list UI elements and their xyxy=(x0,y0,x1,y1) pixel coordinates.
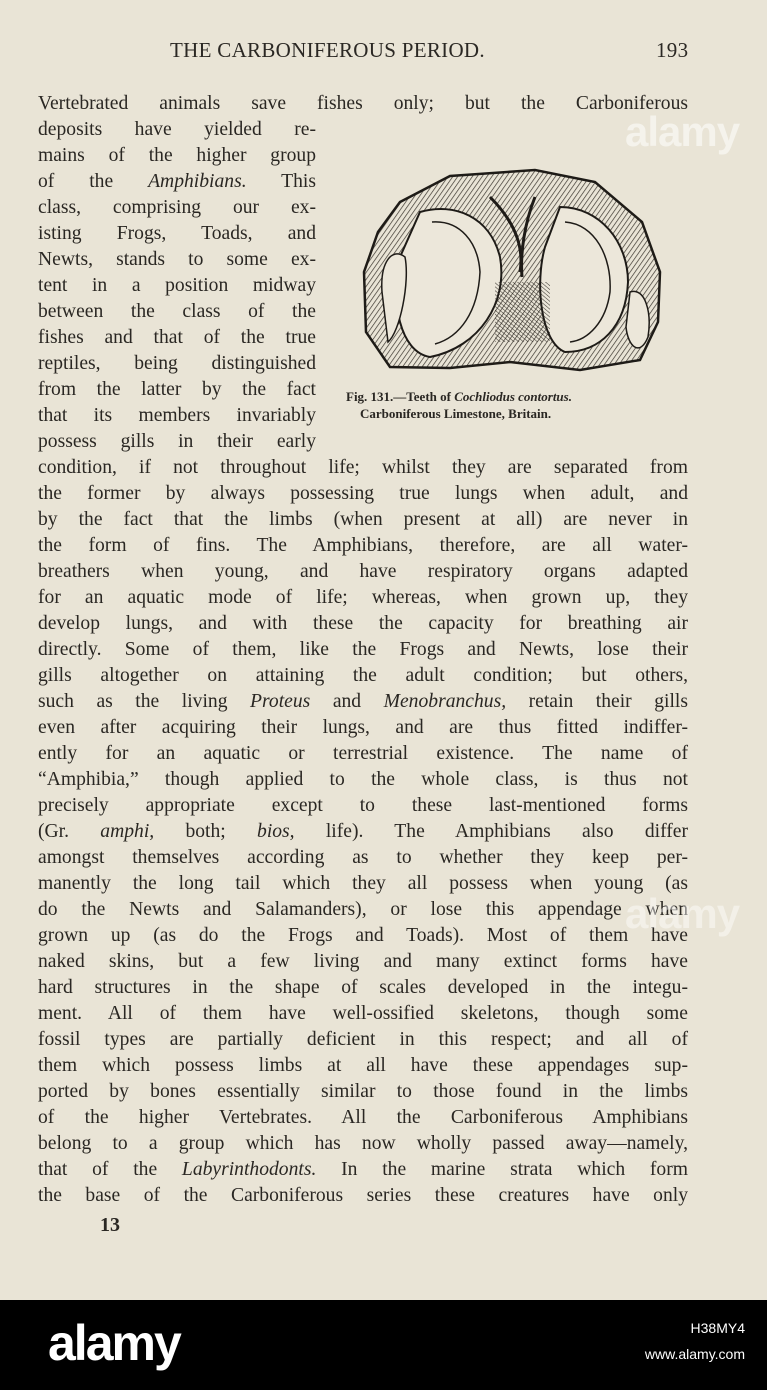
text-line: hard structures in the shape of scales developed in the integu- xyxy=(38,977,688,998)
text-line: by the fact that the limbs (when present at all) are never in xyxy=(38,509,688,530)
signature-mark: 13 xyxy=(100,1214,120,1236)
text-line: class, comprising our ex- xyxy=(38,197,316,218)
running-header: THE CARBONIFEROUS PERIOD. xyxy=(170,38,485,62)
text-line: reptiles, being distinguished xyxy=(38,353,316,374)
text-line: them which possess limbs at all have these appendages sup- xyxy=(38,1055,688,1076)
text-line: even after acquiring their lungs, and are thus fitted indiffer- xyxy=(38,717,688,738)
text-line: mains of the higher group xyxy=(38,145,316,166)
text-line: the base of the Carboniferous series these creatures have only xyxy=(38,1185,688,1206)
text-line: gills altogether on attaining the adult condition; but others, xyxy=(38,665,688,686)
caption-line-2: Carboniferous Limestone, Britain. xyxy=(360,406,552,421)
text-line: naked skins, but a few living and many extinct forms have xyxy=(38,951,688,972)
text-line: that of the Labyrinthodonts. In the marine strata which form xyxy=(38,1159,688,1180)
stock-footer xyxy=(0,1300,767,1390)
text-line: of the Amphibians. This xyxy=(38,171,316,192)
figure-caption xyxy=(346,388,696,422)
text-line: the form of fins. The Amphibians, therefore, are all water- xyxy=(38,535,688,556)
text-line: that its members invariably xyxy=(38,405,316,426)
text-line: (Gr. amphi, both; bios, life). The Amphibians also differ xyxy=(38,821,689,842)
watermark: alamy xyxy=(625,108,740,155)
text-line: belong to a group which has now wholly passed away—namely, xyxy=(38,1133,688,1154)
alamy-logo: alamy xyxy=(48,1315,180,1371)
text-line: develop lungs, and with these the capacity for breathing air xyxy=(38,613,688,634)
text-line: tent in a position midway xyxy=(38,275,316,296)
text-line: directly. Some of them, like the Frogs and Newts, lose their xyxy=(38,639,688,660)
text-line: isting Frogs, Toads, and xyxy=(38,223,316,244)
text-line: amongst themselves according as to whether they keep per- xyxy=(38,847,688,868)
fossil-teeth-figure xyxy=(360,162,665,377)
text-line: from the latter by the fact xyxy=(38,379,316,400)
text-line: manently the long tail which they all possess when young (as xyxy=(38,873,688,894)
text-line: precisely appropriate except to these last-mentioned forms xyxy=(38,795,688,816)
text-line: fossil types are partially deficient in this respect; and all of xyxy=(38,1029,688,1050)
text-line: possess gills in their early xyxy=(38,431,316,452)
text-line: “Amphibia,” though applied to the whole class, is thus not xyxy=(38,769,688,790)
text-line: between the class of the xyxy=(38,301,316,322)
text-line: condition, if not throughout life; whilst they are separated from xyxy=(38,457,688,478)
text-line: do the Newts and Salamanders), or lose this appendage when xyxy=(38,899,688,920)
text-line: for an aquatic mode of life; whereas, when grown up, they xyxy=(38,587,688,608)
page-number: 193 xyxy=(656,38,689,62)
text-line: Newts, stands to some ex- xyxy=(38,249,316,270)
text-line: deposits have yielded re- xyxy=(38,119,316,140)
text-line: breathers when young, and have respiratory organs adapted xyxy=(38,561,688,582)
text-line: ently for an aquatic or terrestrial existence. The name of xyxy=(38,743,688,764)
text-line: the former by always possessing true lungs when adult, and xyxy=(38,483,688,504)
text-line: fishes and that of the true xyxy=(38,327,316,348)
watermark: alamy xyxy=(625,890,740,937)
text-line: ment. All of them have well-ossified skeletons, though some xyxy=(38,1003,688,1024)
text-line: such as the living Proteus and Menobranchus, retain their gills xyxy=(38,691,688,712)
image-id: H38MY4 xyxy=(690,1320,745,1336)
text-line: grown up (as do the Frogs and Toads). Most of them have xyxy=(38,925,688,946)
text-line: of the higher Vertebrates. All the Carboniferous Amphibians xyxy=(38,1107,688,1128)
text-line: ported by bones essentially similar to those found in the limbs xyxy=(38,1081,688,1102)
caption-line-1: Fig. 131.—Teeth of Cochliodus contortus. xyxy=(346,389,572,404)
text-line: Vertebrated animals save fishes only; but the Carboniferous xyxy=(38,93,688,114)
site-url: www.alamy.com xyxy=(644,1346,745,1362)
